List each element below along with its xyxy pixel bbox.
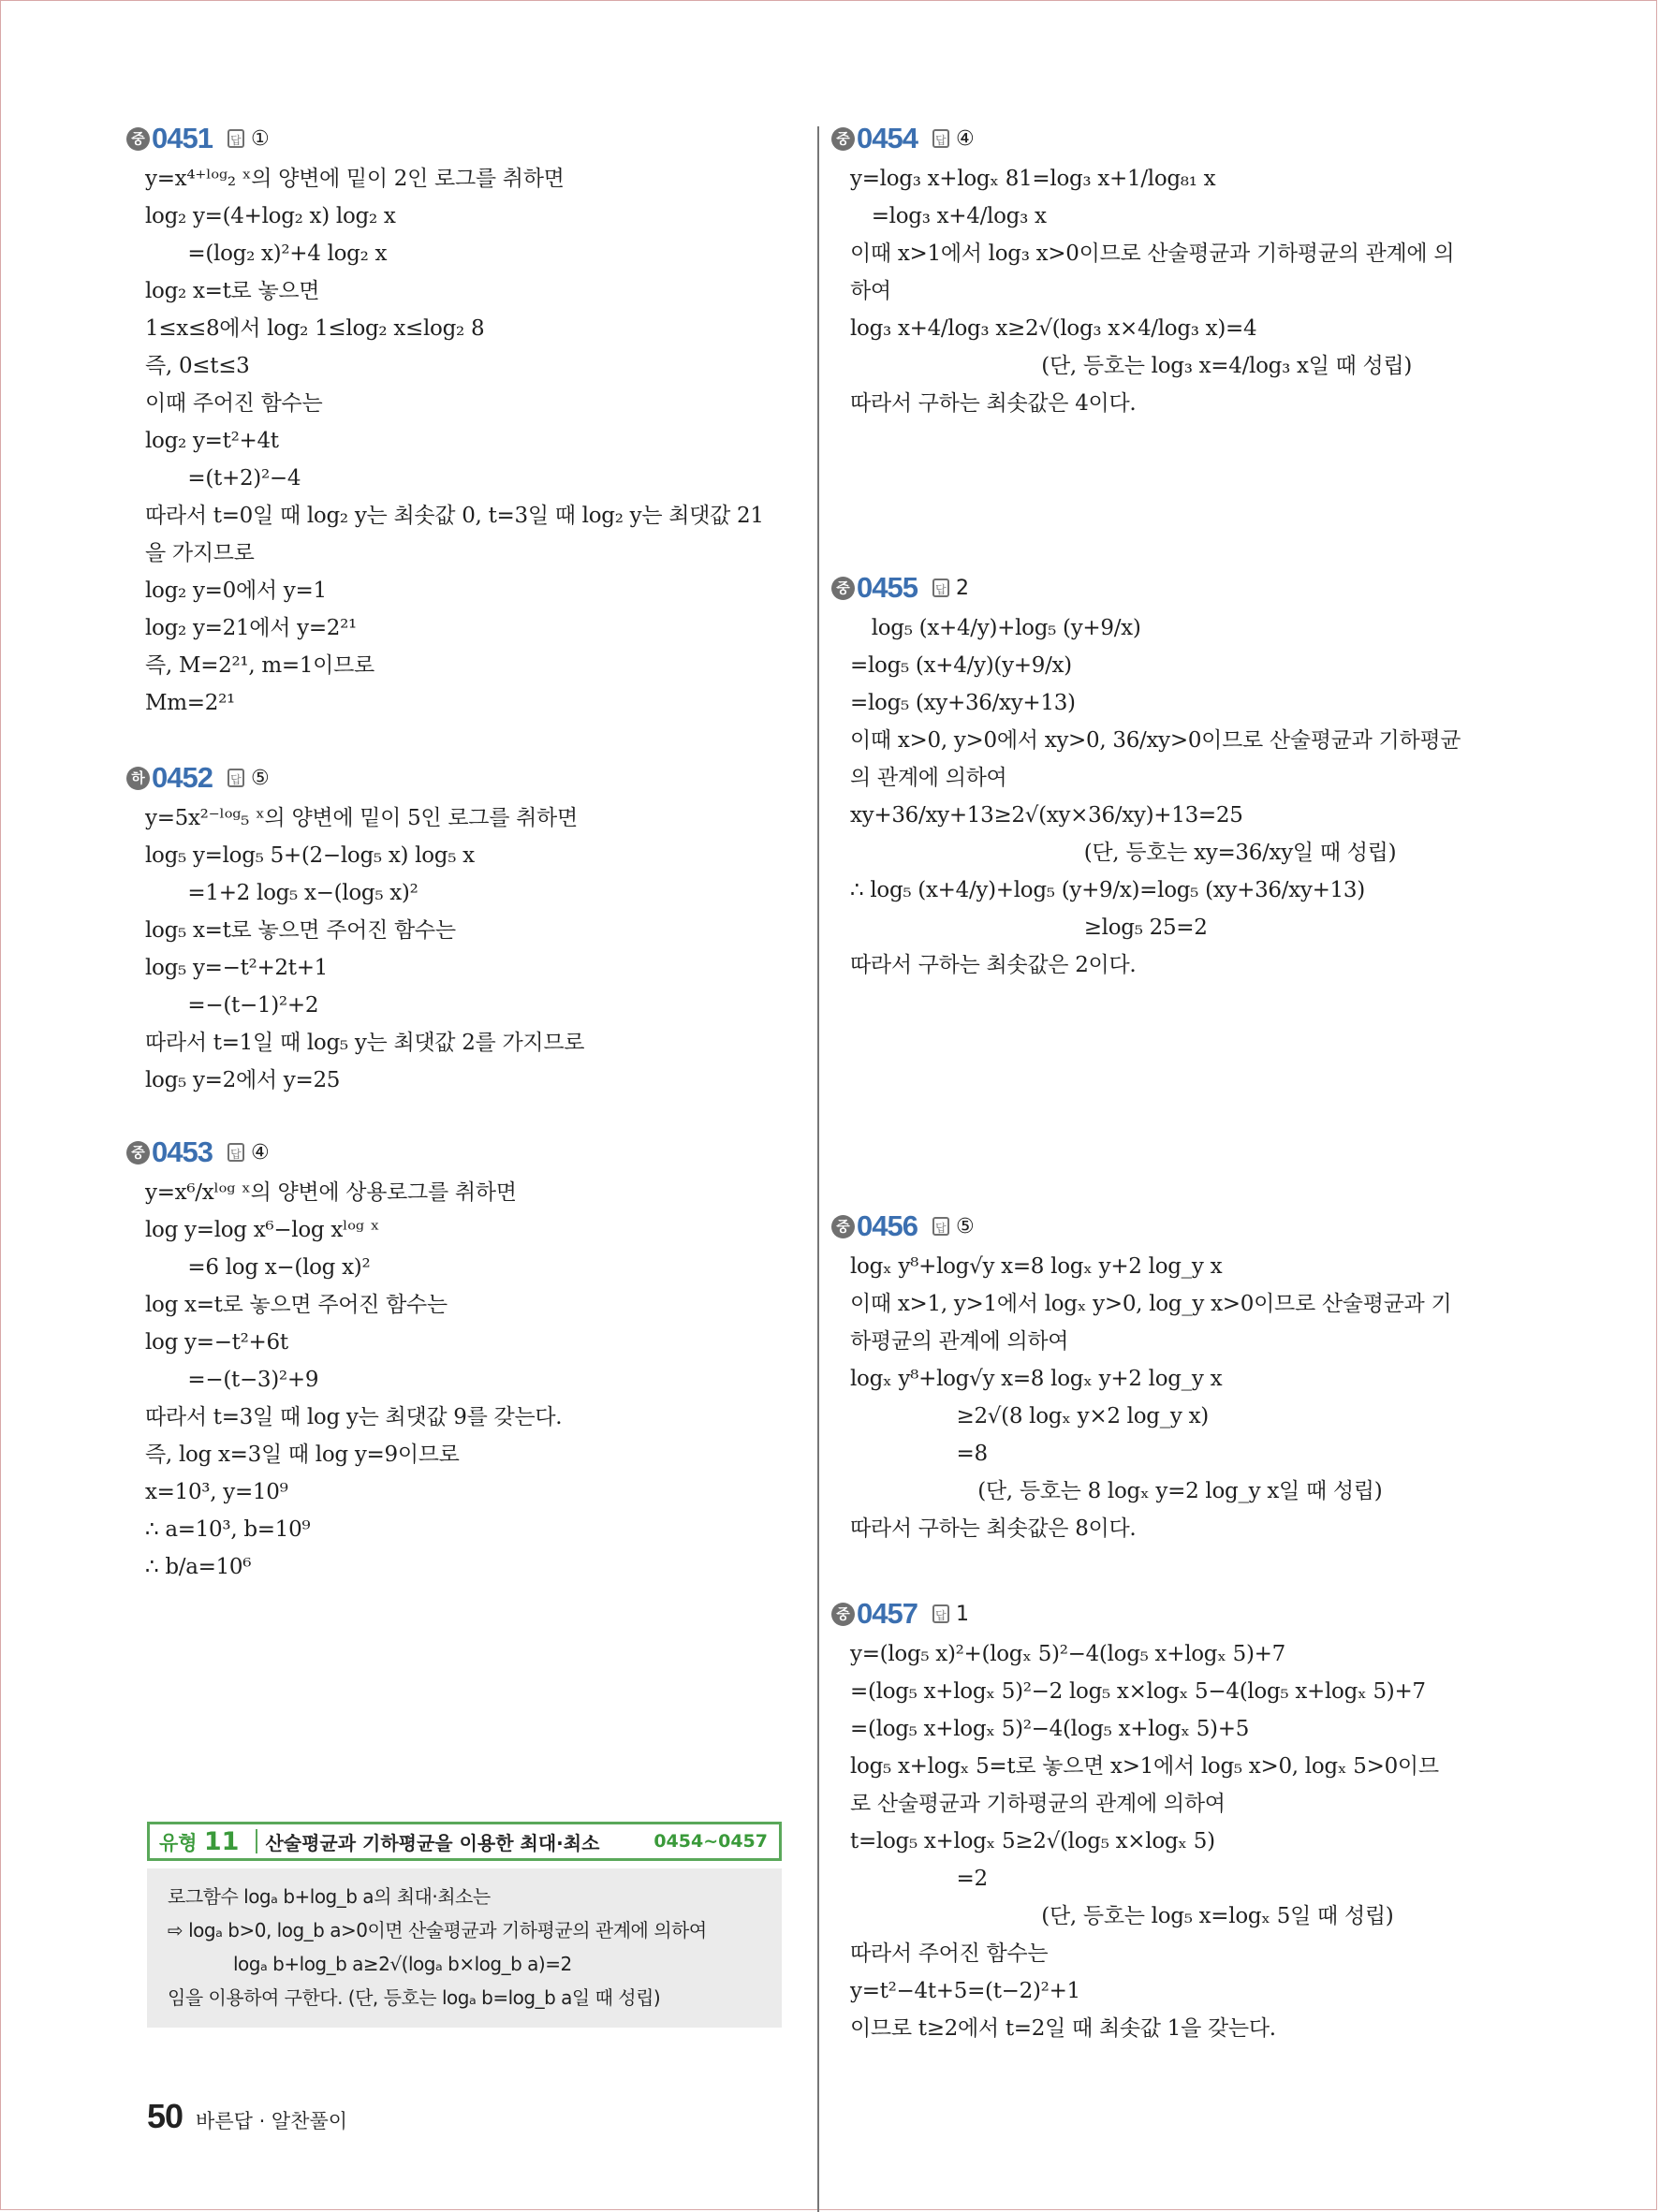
solution-line: y=log₃ x+logₓ 81=log₃ x+1/log₈₁ x bbox=[850, 167, 1216, 191]
solution-line: log₂ x=t로 놓으면 bbox=[145, 279, 320, 303]
solution-line: ≥2√(8 logₓ y×2 log_y x) bbox=[850, 1404, 1209, 1428]
problem-0454 bbox=[831, 117, 1498, 422]
problem-header bbox=[831, 566, 1498, 609]
solution-line: x=10³, y=10⁹ bbox=[145, 1480, 288, 1504]
solution-line: log₃ x+4/log₃ x≥2√(log₃ x×4/log₃ x)=4 bbox=[850, 316, 1257, 341]
problem-0451 bbox=[126, 117, 793, 722]
solution-line: ∴ b/a=10⁶ bbox=[145, 1555, 252, 1579]
answer: ④ bbox=[250, 1140, 270, 1165]
problem-0455 bbox=[831, 566, 1498, 984]
solution-line: 즉, log x=3일 때 log y=9이므로 bbox=[145, 1443, 460, 1467]
solution-line: 의 관계에 의하여 bbox=[850, 766, 1007, 790]
difficulty-badge: 중 bbox=[831, 1215, 855, 1238]
solution-line: log x=t로 놓으면 주어진 함수는 bbox=[145, 1293, 448, 1317]
type-line: ⇨ logₐ b>0, log_b a>0이면 산술평균과 기하평균의 관계에 의하여 bbox=[168, 1919, 707, 1941]
problem-header bbox=[831, 1592, 1498, 1635]
solution-line: =2 bbox=[850, 1867, 988, 1891]
answer-icon: 답 bbox=[228, 1143, 244, 1162]
solution-line: =1+2 log₅ x−(log₅ x)² bbox=[145, 881, 418, 905]
problem-header bbox=[126, 756, 793, 799]
solution-lines bbox=[831, 1248, 1498, 1547]
problem-header bbox=[126, 117, 793, 160]
solution-lines bbox=[126, 799, 793, 1099]
solution-line: (단, 등호는 log₃ x=4/log₃ x일 때 성립) bbox=[850, 354, 1413, 378]
solution-line: 즉, M=2²¹, m=1이므로 bbox=[145, 653, 374, 678]
solution-lines bbox=[831, 1635, 1498, 2047]
answer: ④ bbox=[955, 126, 975, 151]
solution-line: 따라서 t=1일 때 log₅ y는 최댓값 2를 가지므로 bbox=[145, 1031, 585, 1055]
solution-line: =log₅ (x+4/y)(y+9/x) bbox=[850, 653, 1072, 678]
solution-line: =(log₂ x)²+4 log₂ x bbox=[145, 242, 388, 266]
solution-line: 1≤x≤8에서 log₂ 1≤log₂ x≤log₂ 8 bbox=[145, 316, 485, 341]
solution-line: =log₃ x+4/log₃ x bbox=[850, 204, 1047, 228]
type-summary-box bbox=[147, 1822, 782, 2028]
solution-line: log₅ x=t로 놓으면 주어진 함수는 bbox=[145, 918, 456, 943]
solution-line: (단, 등호는 xy=36/xy일 때 성립) bbox=[850, 841, 1397, 865]
solution-line: (단, 등호는 8 logₓ y=2 log_y x일 때 성립) bbox=[850, 1479, 1383, 1503]
solution-line: log₅ y=−t²+2t+1 bbox=[145, 956, 329, 980]
solution-line: 로 산술평균과 기하평균의 관계에 의하여 bbox=[850, 1792, 1226, 1816]
solution-line: =(log₅ x+logₓ 5)²−4(log₅ x+logₓ 5)+5 bbox=[850, 1717, 1250, 1741]
difficulty-badge: 중 bbox=[831, 577, 855, 600]
solution-line: 하여 bbox=[850, 279, 891, 303]
solution-line: =8 bbox=[850, 1442, 988, 1466]
difficulty-badge: 중 bbox=[126, 127, 150, 151]
type-separator bbox=[256, 1829, 257, 1853]
problem-0452 bbox=[126, 756, 793, 1099]
problem-number: 0457 bbox=[857, 1597, 918, 1630]
solution-line: log₂ y=0에서 y=1 bbox=[145, 579, 327, 603]
solution-lines bbox=[831, 160, 1498, 422]
difficulty-badge: 중 bbox=[831, 127, 855, 151]
type-title-bar bbox=[147, 1822, 782, 1861]
type-body bbox=[147, 1868, 782, 2028]
answer-icon: 답 bbox=[228, 769, 244, 787]
solution-line: logₓ y⁸+log√y x=8 logₓ y+2 log_y x bbox=[850, 1254, 1223, 1279]
solution-line: log₂ y=(4+log₂ x) log₂ x bbox=[145, 204, 396, 228]
solution-line: 이때 x>0, y>0에서 xy>0, 36/xy>0이므로 산술평균과 기하평균 bbox=[850, 728, 1461, 753]
answer-icon: 답 bbox=[932, 579, 949, 597]
solution-line: ≥log₅ 25=2 bbox=[850, 916, 1208, 940]
type-label-text: 유형 bbox=[159, 1831, 198, 1854]
problem-number: 0456 bbox=[857, 1209, 918, 1242]
type-label bbox=[150, 1827, 248, 1856]
solution-line: 따라서 t=0일 때 log₂ y는 최솟값 0, t=3일 때 log₂ y는 최댓값 21 bbox=[145, 504, 764, 528]
solution-line: =−(t−3)²+9 bbox=[145, 1368, 319, 1392]
difficulty-badge: 하 bbox=[126, 767, 150, 790]
answer: 2 bbox=[955, 576, 969, 600]
solution-line: t=log₅ x+logₓ 5≥2√(log₅ x×logₓ 5) bbox=[850, 1829, 1215, 1853]
answer-icon: 답 bbox=[932, 129, 949, 148]
column-divider bbox=[817, 126, 819, 2212]
answer-icon: 답 bbox=[932, 1217, 949, 1236]
problem-0456 bbox=[831, 1205, 1498, 1547]
solution-line: ∴ a=10³, b=10⁹ bbox=[145, 1517, 311, 1542]
solution-line: (단, 등호는 log₅ x=logₓ 5일 때 성립) bbox=[850, 1904, 1394, 1928]
answer: 1 bbox=[955, 1602, 969, 1626]
solution-line: 이므로 t≥2에서 t=2일 때 최솟값 1을 갖는다. bbox=[850, 2016, 1276, 2041]
solution-line: log₂ y=21에서 y=2²¹ bbox=[145, 616, 357, 640]
answer: ⑤ bbox=[955, 1214, 975, 1238]
solution-line: y=t²−4t+5=(t−2)²+1 bbox=[850, 1979, 1080, 2003]
solution-line: 따라서 구하는 최솟값은 2이다. bbox=[850, 953, 1137, 977]
solution-line: y=5x²⁻ˡᵒᵍ₅ ˣ의 양변에 밑이 5인 로그를 취하면 bbox=[145, 806, 578, 830]
solution-lines bbox=[126, 1174, 793, 1586]
answer: ⑤ bbox=[250, 766, 270, 790]
problem-number: 0455 bbox=[857, 571, 918, 604]
type-line: logₐ b+log_b a≥2√(logₐ b×log_b a)=2 bbox=[233, 1953, 572, 1975]
solution-line: 을 가지므로 bbox=[145, 541, 255, 565]
solution-line: log y=−t²+6t bbox=[145, 1330, 288, 1355]
type-line: 로그함수 logₐ b+log_b a의 최대·최소는 bbox=[168, 1885, 491, 1908]
solution-line: log y=log x⁶−log xˡᵒᵍ ˣ bbox=[145, 1218, 380, 1242]
solution-lines bbox=[831, 609, 1498, 984]
problem-number: 0453 bbox=[152, 1135, 213, 1168]
solution-line: log₅ y=log₅ 5+(2−log₅ x) log₅ x bbox=[145, 843, 475, 868]
solution-line: 이때 x>1, y>1에서 logₓ y>0, log_y x>0이므로 산술평균과 기 bbox=[850, 1292, 1452, 1316]
solution-line: 따라서 t=3일 때 log y는 최댓값 9를 갖는다. bbox=[145, 1405, 563, 1429]
solution-line: y=x⁶/xˡᵒᵍ ˣ의 양변에 상용로그를 취하면 bbox=[145, 1180, 517, 1205]
problem-header bbox=[126, 1131, 793, 1174]
solution-line: 따라서 구하는 최솟값은 4이다. bbox=[850, 391, 1137, 416]
solution-line: log₅ (x+4/y)+log₅ (y+9/x) bbox=[850, 616, 1141, 640]
solution-line: 따라서 구하는 최솟값은 8이다. bbox=[850, 1516, 1137, 1541]
problem-number: 0451 bbox=[152, 122, 213, 154]
solution-line: 이때 주어진 함수는 bbox=[145, 391, 323, 416]
solution-line: 즉, 0≤t≤3 bbox=[145, 354, 250, 378]
solution-line: ∴ log₅ (x+4/y)+log₅ (y+9/x)=log₅ (xy+36/xy+13) bbox=[850, 878, 1365, 902]
difficulty-badge: 중 bbox=[831, 1603, 855, 1626]
solution-line: log₂ y=t²+4t bbox=[145, 429, 279, 453]
type-number: 11 bbox=[203, 1826, 240, 1856]
solution-line: 이때 x>1에서 log₃ x>0이므로 산술평균과 기하평균의 관계에 의 bbox=[850, 242, 1455, 266]
solution-line: log₅ x+logₓ 5=t로 놓으면 x>1에서 log₅ x>0, logₓ 5>0이므 bbox=[850, 1754, 1439, 1779]
solution-line: =6 log x−(log x)² bbox=[145, 1255, 371, 1280]
problem-0453 bbox=[126, 1131, 793, 1586]
solution-line: 따라서 주어진 함수는 bbox=[850, 1941, 1049, 1966]
solution-line: =(log₅ x+logₓ 5)²−2 log₅ x×logₓ 5−4(log₅ x+logₓ 5)+7 bbox=[850, 1679, 1426, 1704]
solution-line: Mm=2²¹ bbox=[145, 691, 235, 715]
page-number: 50 bbox=[147, 2097, 184, 2135]
problem-header bbox=[831, 1205, 1498, 1248]
problem-0457 bbox=[831, 1592, 1498, 2047]
answer-icon: 답 bbox=[932, 1604, 949, 1623]
problem-number: 0452 bbox=[152, 761, 213, 794]
page-footer bbox=[147, 2097, 347, 2136]
solution-line: 하평균의 관계에 의하여 bbox=[850, 1329, 1069, 1354]
solution-line: xy+36/xy+13≥2√(xy×36/xy)+13=25 bbox=[850, 803, 1243, 828]
answer: ① bbox=[250, 126, 270, 151]
solution-line: y=(log₅ x)²+(logₓ 5)²−4(log₅ x+logₓ 5)+7 bbox=[850, 1642, 1285, 1666]
problem-header bbox=[831, 117, 1498, 160]
solution-line: y=x⁴⁺ˡᵒᵍ₂ ˣ의 양변에 밑이 2인 로그를 취하면 bbox=[145, 167, 565, 191]
solution-line: =log₅ (xy+36/xy+13) bbox=[850, 691, 1076, 715]
answer-icon: 답 bbox=[228, 129, 244, 148]
type-title: 산술평균과 기하평균을 이용한 최대·최소 bbox=[265, 1831, 600, 1854]
solution-line: =−(t−1)²+2 bbox=[145, 993, 319, 1018]
type-line: 임을 이용하여 구한다. (단, 등호는 logₐ b=log_b a일 때 성립) bbox=[168, 1986, 661, 2009]
solution-line: logₓ y⁸+log√y x=8 logₓ y+2 log_y x bbox=[850, 1367, 1223, 1391]
solution-line: =(t+2)²−4 bbox=[145, 466, 301, 491]
solution-lines bbox=[126, 160, 793, 722]
difficulty-badge: 중 bbox=[126, 1141, 150, 1165]
problem-number: 0454 bbox=[857, 122, 918, 154]
solution-line: log₅ y=2에서 y=25 bbox=[145, 1068, 341, 1092]
type-range: 0454~0457 bbox=[653, 1831, 768, 1852]
footer-text: 바른답 · 알찬풀이 bbox=[196, 2110, 348, 2132]
